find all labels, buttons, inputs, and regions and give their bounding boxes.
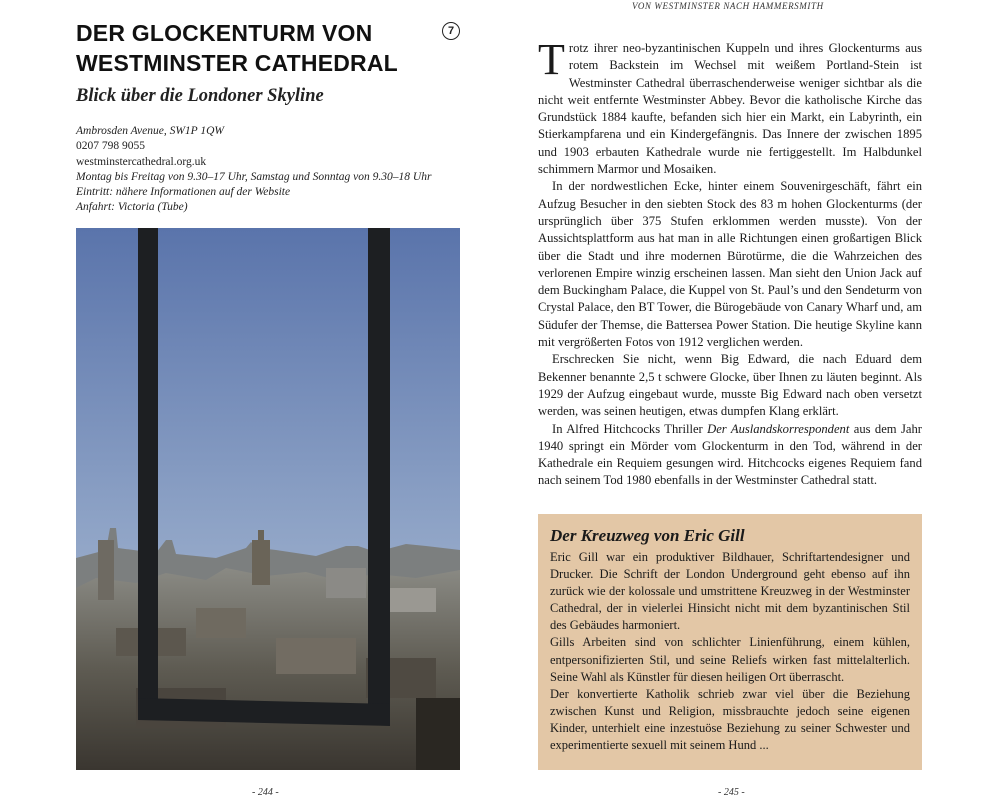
page-number-right: - 245 - xyxy=(718,787,745,798)
box-title: Der Kreuzweg von Eric Gill xyxy=(550,526,745,545)
page-title: DER GLOCKENTURM VON WESTMINSTER CATHEDRAL xyxy=(76,20,398,76)
transport: Anfahrt: Victoria (Tube) xyxy=(76,201,188,214)
entry-number-badge: 7 xyxy=(442,22,460,40)
admission: Eintritt: nähere Informationen auf der Website xyxy=(76,186,291,199)
film-title: Der Auslandskorrespondent xyxy=(707,421,850,436)
box-paragraph-1: Eric Gill war ein produktiver Bildhauer, Schriftartendesigner und Drucker. Die Schrift der London Underground geht ebenso auf ihn zurück wie der kolossale und umstrittene Kreuzweg in der Westminster Cathedral, der in vielerlei Hinsicht nicht mit dem byzantinischen Stil des Gebäudes harmoniert. xyxy=(550,550,910,633)
right-page xyxy=(500,0,1000,800)
paragraph-4: In Alfred Hitchcocks Thriller Der Auslandskorrespondent aus dem Jahr 1940 springt ein Mörder vom Glockenturm in den Tod, während in der Kathedrale ein Requiem gesungen wird. Hitchcocks eigenes Requiem fand nach seinem Tod 1980 ebenfalls in der Westminster Cathedral statt. xyxy=(538,421,922,488)
article-body xyxy=(538,35,922,490)
page-subtitle: Blick über die Londoner Skyline xyxy=(76,86,324,106)
box-paragraph-2: Gills Arbeiten sind von schlichter Linienführung, einem kühlen, entpersonifizierten Stil, und seine Reliefs wirken fast mittelalterlich. Seine Wahl als Künstler für diesen heiligen Ort überrascht. xyxy=(550,635,910,684)
box-text xyxy=(550,549,910,754)
paragraph-3: Erschrecken Sie nicht, wenn Big Edward, die nach Eduard dem Bekenner benannte 2,5 t schwere Glocke, über Ihnen zu läuten beginnt. Als 1929 der Aufzug eingebaut wurde, musste Big Edward nach oben versetzt werden, was seinen heutigen, etwas dumpfen Klang erklärt. xyxy=(538,352,922,419)
paragraph-1: Trotz ihrer neo-byzantinischen Kuppeln und ihres Glockenturms aus rotem Backstein im Wechsel mit weißem Portland-Stein ist Westminster Cathedral überraschenderweise weniger sichtbar als die nicht weit entfernte Westminster Abbey. Bevor die katholische Kirche das Grundstück 1884 kaufte, befanden sich hier ein Markt, ein Labyrinth, ein Stierkampfarena und ein Kindergefängnis. Das Innere der zwischen 1895 und 1903 erbauten Kathedrale wurde nie fertiggestellt. Im Halbdunkel schimmern Marmor und Mosaiken. xyxy=(538,35,922,177)
skyline-photo xyxy=(76,228,460,770)
paragraph-2: In der nordwestlichen Ecke, hinter einem Souvenirgeschäft, fährt ein Aufzug Besucher in den siebten Stock des 83 m hohen Glockenturms (der ursprünglich über 375 Stufen erklommen werden musste). Von der Aussichtsplattform aus hat man in alle Richtungen einen großartigen Blick über die Stadt und ihre modernen Bürotürme, die die Wahrzeichen des verlorenen Empire winzig erscheinen lassen. Man sieht den Union Jack auf dem Buckingham Palace, die Kuppel von St. Paul’s und den Sendeturm von Crystal Palace, den BT Tower, die Bürogebäude von Canary Wharf und, am Südufer der Themse, die Battersea Power Station. Die heutige Skyline kann mit vergrößerten Fotos von 1912 verglichen werden. xyxy=(538,179,922,350)
box-paragraph-3: Der konvertierte Katholik schrieb zwar viel über die Beziehung zwischen Kunst und Religion, missbrauchte jedoch seine eigenen Kinder, unterhielt eine inzestuöse Beziehung zu seiner Schwester und experimentierte sexuell mit seinem Hund ... xyxy=(550,686,910,753)
page-number-left: - 244 - xyxy=(252,787,279,798)
phone: 0207 798 9055 xyxy=(76,140,145,153)
opening-hours: Montag bis Freitag von 9.30–17 Uhr, Samstag und Sonntag von 9.30–18 Uhr xyxy=(76,170,432,183)
address: Ambrosden Avenue, SW1P 1QW xyxy=(76,125,224,137)
info-block xyxy=(76,124,476,216)
running-head: VON WESTMINSTER NACH HAMMERSMITH xyxy=(632,1,824,11)
sidebar-box xyxy=(538,514,922,770)
drop-cap: T xyxy=(538,35,565,84)
website: westminstercathedral.org.uk xyxy=(76,155,207,168)
